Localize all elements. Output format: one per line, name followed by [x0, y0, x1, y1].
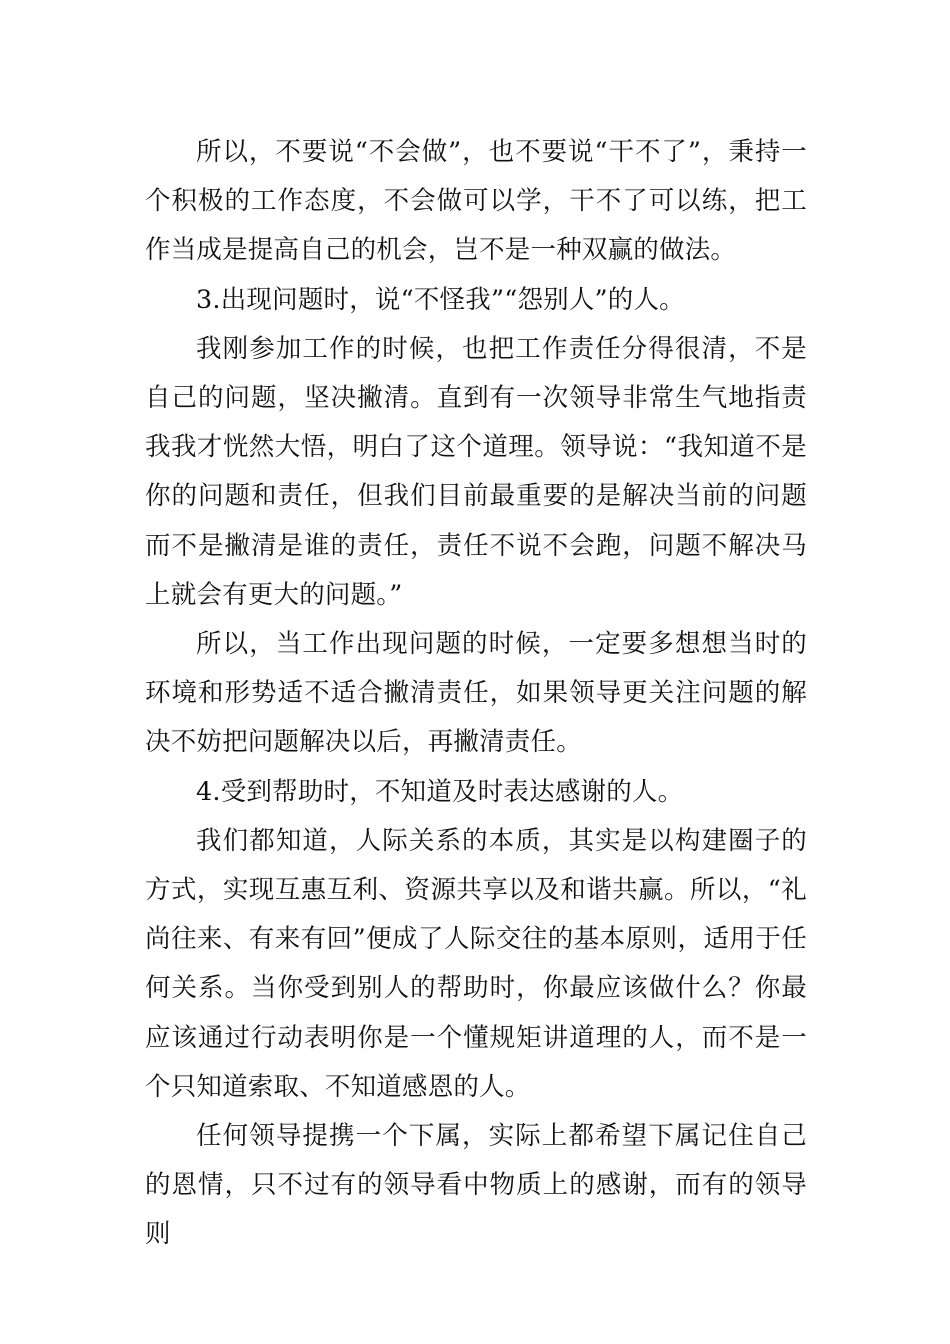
- heading-4: 4.受到帮助时，不知道及时表达感谢的人。: [196, 776, 684, 807]
- document-body: [145, 128, 807, 1260]
- paragraph-3: 所以，当工作出现问题的时候，一定要多想想当时的环境和形势适不适合撇清责任，如果领导更关注问题的解决不妨把问题解决以后，再撇清责任。: [145, 629, 807, 758]
- paragraph-2: 我刚参加工作的时候，也把工作责任分得很清，不是自己的问题，坚决撇清。直到有一次领导非常生气地指责我我才恍然大悟，明白了这个道理。领导说：“我知道不是你的问题和责任，但我们目前最重要的是解决当前的问题而不是撇清是谁的责任，责任不说不会跑，问题不解决马上就会有更大的问题。”: [145, 333, 807, 610]
- paragraph-1: 所以，不要说“不会做”，也不要说“干不了”，秉持一个积极的工作态度，不会做可以学，干不了可以练，把工作当成是提高自己的机会，岂不是一种双赢的做法。: [145, 137, 807, 266]
- paragraph-4: 我们都知道，人际关系的本质，其实是以构建圈子的方式，实现互惠互利、资源共享以及和谐共赢。所以，“礼尚往来、有来有回”便成了人际交往的基本原则，适用于任何关系。当你受到别人的帮助时，你最应该做什么？你最应该通过行动表明你是一个懂规矩讲道理的人，而不是一个只知道索取、不知道感恩的人。: [145, 825, 807, 1102]
- heading-3: 3.出现问题时，说“不怪我”“怨别人”的人。: [196, 284, 685, 315]
- paragraph-5: 任何领导提携一个下属，实际上都希望下属记住自己的恩情，只不过有的领导看中物质上的感谢，而有的领导则: [145, 1121, 807, 1250]
